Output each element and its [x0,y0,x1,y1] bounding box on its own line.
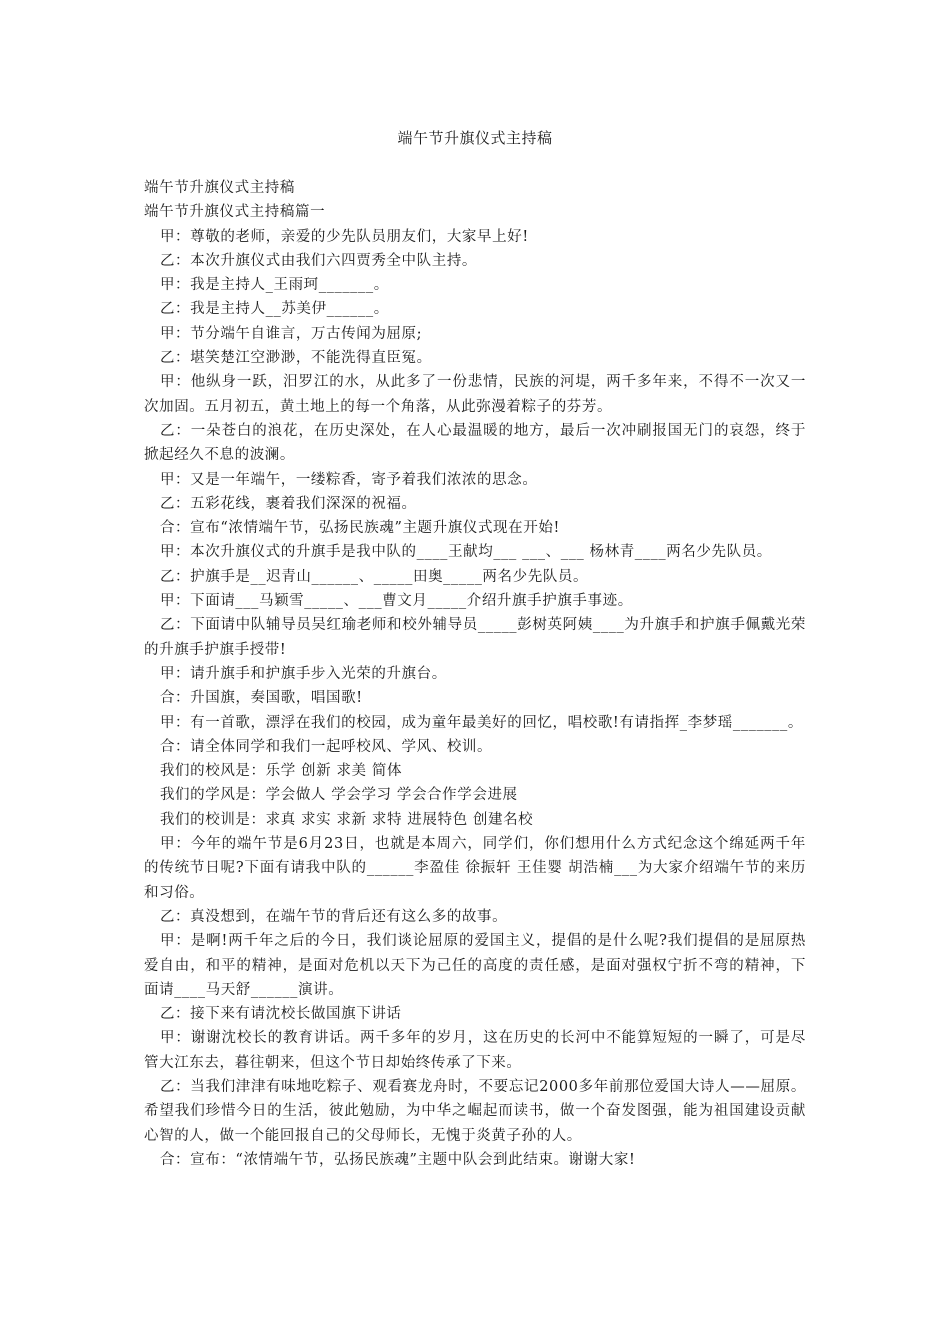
script-paragraph: 甲：下面请___马颖雪_____、___曹文月_____介绍升旗手护旗手事迹。 [159,593,633,610]
document-heading-line: 端午节升旗仪式主持稿篇一 [144,204,326,221]
script-paragraph: 甲：是啊!两千年之后的今日，我们谈论屈原的爱国主义，提倡的是什么呢?我们提倡的是屈原热爱自由，和平的精神，是面对危机以天下为己任的高度的责任感，是面对强权宁折不弯的精神，下面请____马天舒______演讲。 [144,933,806,998]
script-paragraph: 甲：我是主持人_王雨珂_______。 [159,277,389,294]
script-paragraph: 我们的校训是：求真 求实 求新 求特 进展特色 创建名校 [159,811,534,828]
script-paragraph: 甲：谢谢沈校长的教育讲话。两千多年的岁月，这在历史的长河中不能算短短的一瞬了，可是尽管大江东去，暮往朝来，但这个节日却始终传承了下来。 [144,1030,806,1071]
script-paragraph: 乙：本次升旗仪式由我们六四贾秀全中队主持。 [159,252,478,269]
script-paragraph: 乙：五彩花线，裹着我们深深的祝福。 [159,495,417,512]
script-paragraph: 我们的校风是：乐学 创新 求美 简体 [159,763,403,780]
script-paragraph: 甲：本次升旗仪式的升旗手是我中队的____王献均___ ___、___ 杨林青____两名少先队员。 [159,544,772,561]
script-paragraph: 乙：护旗手是__迟青山______、_____田奥_____两名少先队员。 [159,568,589,585]
script-paragraph: 甲：今年的端午节是6月23日，也就是本周六，同学们，你们想用什么方式纪念这个绵延两千年的传统节日呢?下面有请我中队的______李盈佳 徐振轩 王佳婴 胡浩楠___为大家介绍端午节的来历和习俗。 [144,836,806,901]
script-paragraph: 乙：堪笑楚江空渺渺，不能洗得直臣冤。 [159,350,432,367]
script-paragraph: 甲：节分端午自谁言，万古传闻为屈原; [159,325,423,342]
script-paragraph: 乙：我是主持人__苏美伊______。 [159,301,389,318]
script-paragraph: 甲：有一首歌，漂浮在我们的校园，成为童年最美好的回忆，唱校歌!有请指挥_李梦瑶_______。 [159,714,803,731]
script-paragraph: 乙：当我们津津有味地吃粽子、观看赛龙舟时，不要忘记2000多年前那位爱国大诗人——屈原。希望我们珍惜今日的生活，彼此勉励，为中华之崛起而读书，做一个奋发图强，能为祖国建设贡献心智的人，做一个能回报自己的父母师长，无愧于炎黄子孙的人。 [144,1078,806,1144]
document-heading-line: 端午节升旗仪式主持稿 [144,180,295,196]
script-paragraph: 乙：下面请中队辅导员吴红瑜老师和校外辅导员_____彭树英阿姨____为升旗手和护旗手佩戴光荣的升旗手护旗手授带! [144,617,806,658]
script-paragraph: 合：升国旗，奏国歌，唱国歌! [159,690,363,707]
script-paragraph: 合：宣布“浓情端午节，弘扬民族魂”主题升旗仪式现在开始! [159,520,560,537]
document-body [144,176,806,1172]
script-paragraph: 合：宣布：“浓情端午节，弘扬民族魂”主题中队会到此结束。谢谢大家! [159,1151,636,1168]
script-paragraph: 甲：又是一年端午，一缕粽香，寄予着我们浓浓的思念。 [159,471,538,488]
script-paragraph: 甲：请升旗手和护旗手步入光荣的升旗台。 [159,665,447,682]
script-paragraph: 我们的学风是：学会做人 学会学习 学会合作学会进展 [159,787,518,804]
script-paragraph: 合：请全体同学和我们一起呼校风、学风、校训。 [159,738,493,755]
script-paragraph: 乙：接下来有请沈校长做国旗下讲话 [159,1006,402,1023]
script-paragraph: 甲：尊敬的老师，亲爱的少先队员朋友们，大家早上好! [159,228,529,245]
script-paragraph: 乙：一朵苍白的浪花，在历史深处，在人心最温暖的地方，最后一次冲刷报国无门的哀怨，终于掀起经久不息的波澜。 [144,422,806,464]
script-paragraph: 甲：他纵身一跃，汨罗江的水，从此多了一份悲情，民族的河堤，两千多年来，不得不一次又一次加固。五月初五，黄土地上的每一个角落，从此弥漫着粽子的芬芳。 [144,374,806,415]
document-title: 端午节升旗仪式主持稿 [397,129,553,147]
script-paragraph: 乙：真没想到，在端午节的背后还有这么多的故事。 [159,908,508,925]
